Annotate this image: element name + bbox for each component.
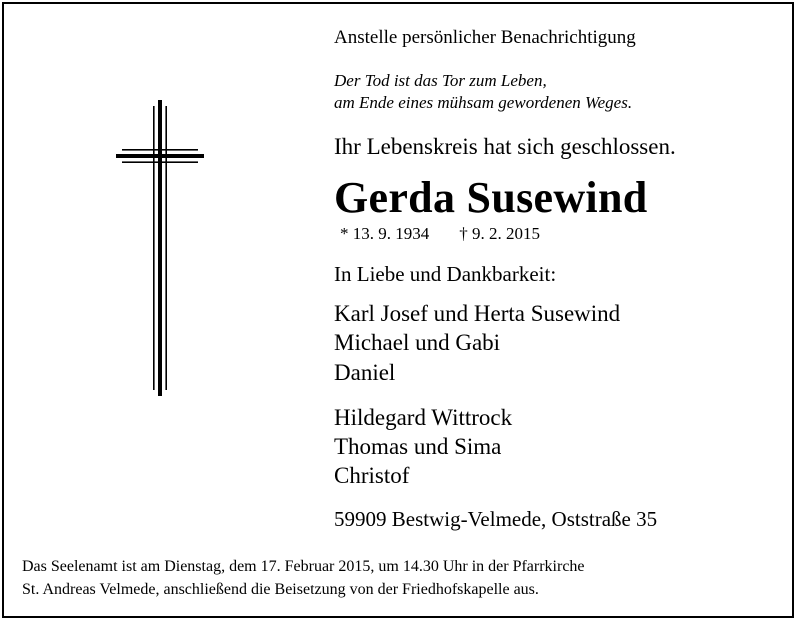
cross-icon [110, 100, 210, 400]
birth-date: * 13. 9. 1934 [340, 224, 430, 243]
family-member: Christof [334, 463, 410, 488]
life-dates [340, 225, 540, 242]
death-date: † 9. 2. 2015 [459, 224, 540, 243]
service-notice-line-1: Das Seelenamt ist am Dienstag, dem 17. Februar 2015, um 14.30 Uhr in der Pfarrkirche [22, 558, 585, 575]
circle-closed-text: Ihr Lebenskreis hat sich geschlossen. [334, 134, 676, 159]
family-member: Thomas und Sima [334, 434, 502, 459]
intro-text: Anstelle persönlicher Benachrichtigung [334, 27, 636, 48]
quote-line-2: am Ende eines mühsam gewordenen Weges. [334, 93, 633, 112]
family-member: Karl Josef und Herta Susewind [334, 301, 621, 326]
love-gratitude-text: In Liebe und Dankbarkeit: [334, 262, 557, 286]
family-member: Michael und Gabi [334, 330, 501, 355]
quote-line-1: Der Tod ist das Tor zum Leben, [334, 71, 547, 90]
deceased-name: Gerda Susewind [334, 173, 648, 222]
family-member: Hildegard Wittrock [334, 405, 513, 430]
family-member: Daniel [334, 360, 396, 385]
service-notice-line-2: St. Andreas Velmede, anschließend die Beisetzung von der Friedhofskapelle aus. [22, 581, 539, 598]
address: 59909 Bestwig-Velmede, Oststraße 35 [334, 507, 658, 531]
